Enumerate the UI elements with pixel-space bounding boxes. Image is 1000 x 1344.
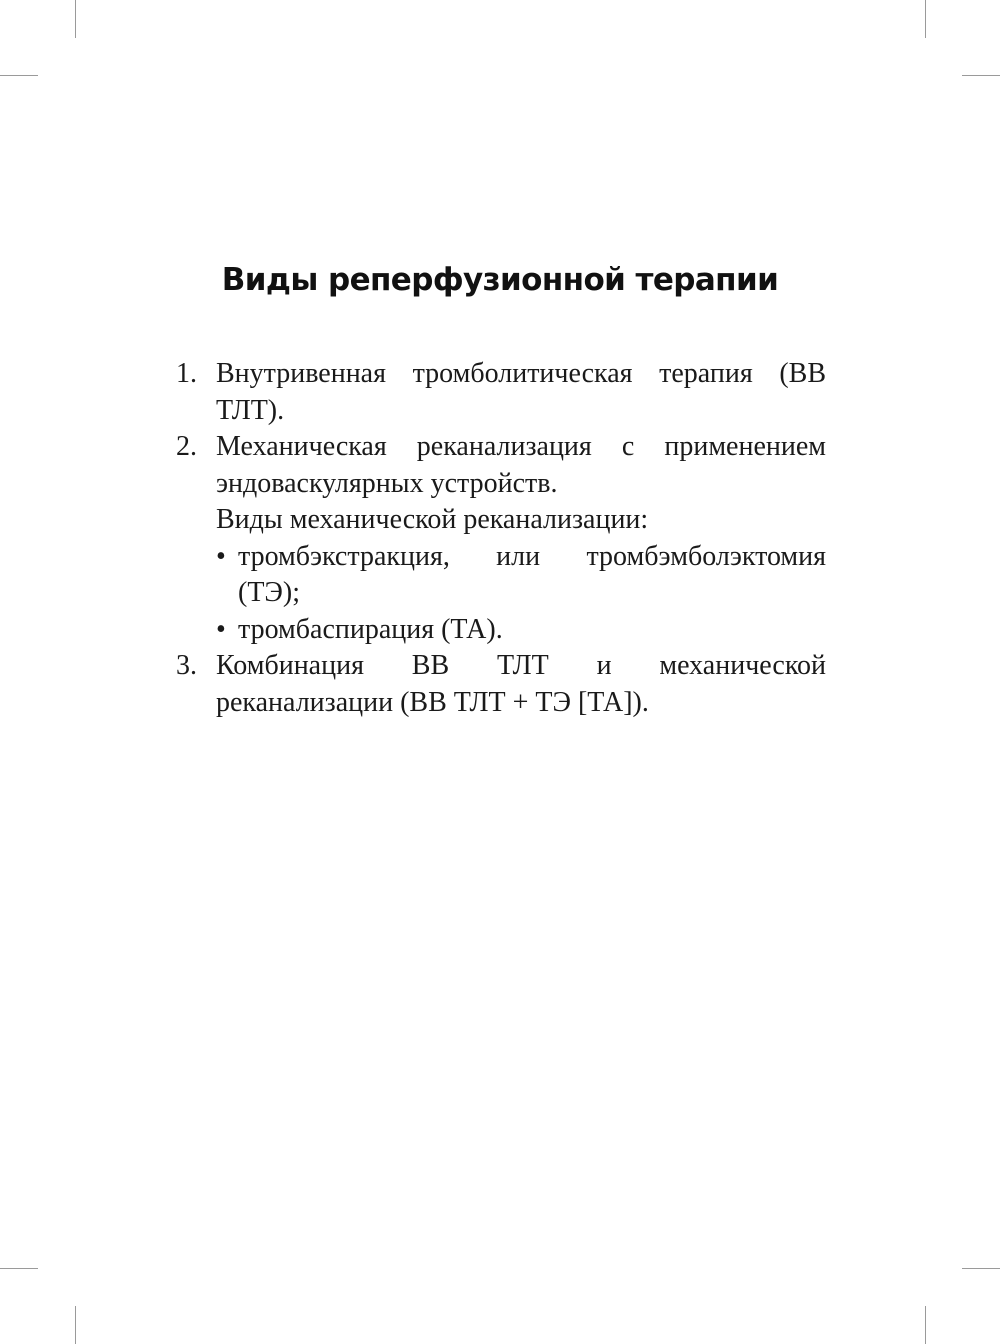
bullet-icon: • — [216, 613, 226, 645]
bullet-icon: • — [216, 540, 226, 572]
therapy-list — [176, 356, 826, 721]
list-item — [176, 648, 826, 721]
item-number: 2. — [176, 431, 197, 462]
crop-mark-bottom-left — [75, 1306, 76, 1344]
bullet-text-continuation: (ТЭ); — [238, 577, 301, 608]
bullet-text: тромбаспирация (ТА). — [238, 613, 503, 645]
item-number: 3. — [176, 650, 197, 681]
page-title: Виды реперфузионной терапии — [221, 262, 779, 298]
crop-mark-top-left — [75, 0, 76, 38]
item-number: 1. — [176, 358, 197, 389]
crop-mark-bottom-right — [925, 1306, 926, 1344]
subsection-heading: Виды механической реканализации: — [216, 504, 649, 535]
crop-mark-left-bottom — [0, 1268, 38, 1269]
bullet-item — [216, 539, 826, 612]
crop-mark-right-bottom — [962, 1268, 1000, 1269]
item-text: Комбинация ВВ ТЛТ и механической реканализации (ВВ ТЛТ + ТЭ [ТА]). — [216, 650, 826, 718]
item-text: Внутривенная тромболитическая терапия (ВВ ТЛТ). — [216, 358, 826, 426]
crop-mark-right-top — [962, 75, 1000, 76]
bullet-item — [216, 612, 826, 649]
crop-mark-top-right — [925, 0, 926, 38]
list-item — [176, 429, 826, 648]
crop-mark-left-top — [0, 75, 38, 76]
item-text: Механическая реканализация с применением эндоваскулярных устройств. — [216, 431, 826, 499]
bullet-text: тромбэкстракция, или тромбэмболэктомия — [238, 540, 826, 572]
list-item — [176, 356, 826, 429]
